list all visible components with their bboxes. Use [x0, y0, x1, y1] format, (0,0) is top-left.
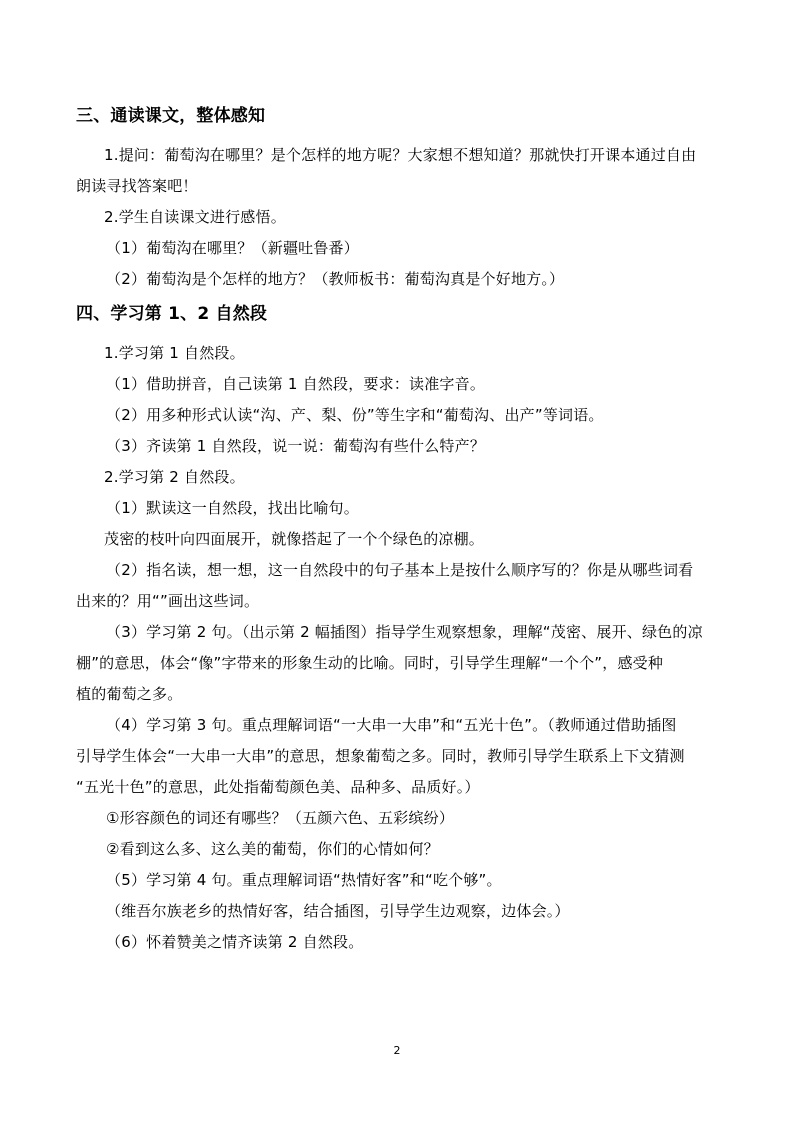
paragraph-line: 植的葡萄之多。 [76, 685, 183, 703]
paragraph-line: 1.提问：葡萄沟在哪里？是个怎样的地方呢？大家想不想知道？那就快打开课本通过自由 [104, 146, 697, 164]
paragraph-line: 朗读寻找答案吧！ [76, 177, 198, 195]
paragraph-line: （3）学习第 2 句。（出示第 2 幅插图）指导学生观察想象，理解“茂密、展开、绿色的凉 [106, 623, 703, 641]
paragraph-line: “五光十色”的意思，此处指葡萄颜色美、品种多、品质好。） [76, 778, 480, 796]
paragraph-line: （5）学习第 4 句。重点理解词语“热情好客”和“吃个够”。 [106, 871, 502, 889]
paragraph-line: 2.学习第 2 自然段。 [104, 468, 245, 486]
paragraph-line: （2）葡萄沟是个怎样的地方？（教师板书：葡萄沟真是个好地方。） [106, 270, 565, 288]
paragraph-line: （2）用多种形式认读“沟、产、梨、份”等生字和“葡萄沟、出产”等词语。 [106, 406, 604, 424]
paragraph-line: （3）齐读第 1 自然段，说一说：葡萄沟有些什么特产？ [106, 437, 486, 455]
page-number: 2 [393, 1044, 401, 1057]
paragraph-line: 引导学生体会“一大串一大串”的意思，想象葡萄之多。同时，教师引导学生联系上下文猜测 [76, 747, 685, 765]
paragraph-line: （1）葡萄沟在哪里？（新疆吐鲁番） [106, 239, 359, 257]
paragraph-line: ②看到这么多、这么美的葡萄，你们的心情如何？ [106, 840, 439, 858]
paragraph-line: （4）学习第 3 句。重点理解词语“一大串一大串”和“五光十色”。（教师通过借助插图 [106, 716, 677, 734]
paragraph-line: 出来的？用“”画出这些词。 [76, 592, 260, 610]
section-heading-3: 三、通读课文，整体感知 [76, 106, 266, 126]
paragraph-line: （1）借助拼音，自己读第 1 自然段，要求：读准字音。 [106, 375, 486, 393]
paragraph-line: （2）指名读，想一想，这一自然段中的句子基本上是按什么顺序写的？你是从哪些词看 [106, 561, 694, 579]
paragraph-line: 2.学生自读课文进行感悟。 [104, 208, 286, 226]
paragraph-line: ①形容颜色的词还有哪些？（五颜六色、五彩缤纷） [106, 809, 455, 827]
section-heading-4: 四、学习第 1、2 自然段 [76, 304, 268, 324]
paragraph-line: （1）默读这一自然段，找出比喻句。 [106, 499, 359, 517]
paragraph-line: （6）怀着赞美之情齐读第 2 自然段。 [106, 933, 364, 951]
paragraph-line: （维吾尔族老乡的热情好客，结合插图，引导学生边观察，边体会。） [106, 902, 570, 920]
paragraph-line: 棚”的意思，体会“像”字带来的形象生动的比喻。同时，引导学生理解“一个个”，感受种 [76, 654, 664, 672]
paragraph-line: 1.学习第 1 自然段。 [104, 344, 245, 362]
paragraph-line: 茂密的枝叶向四面展开，就像搭起了一个个绿色的凉棚。 [104, 530, 485, 548]
